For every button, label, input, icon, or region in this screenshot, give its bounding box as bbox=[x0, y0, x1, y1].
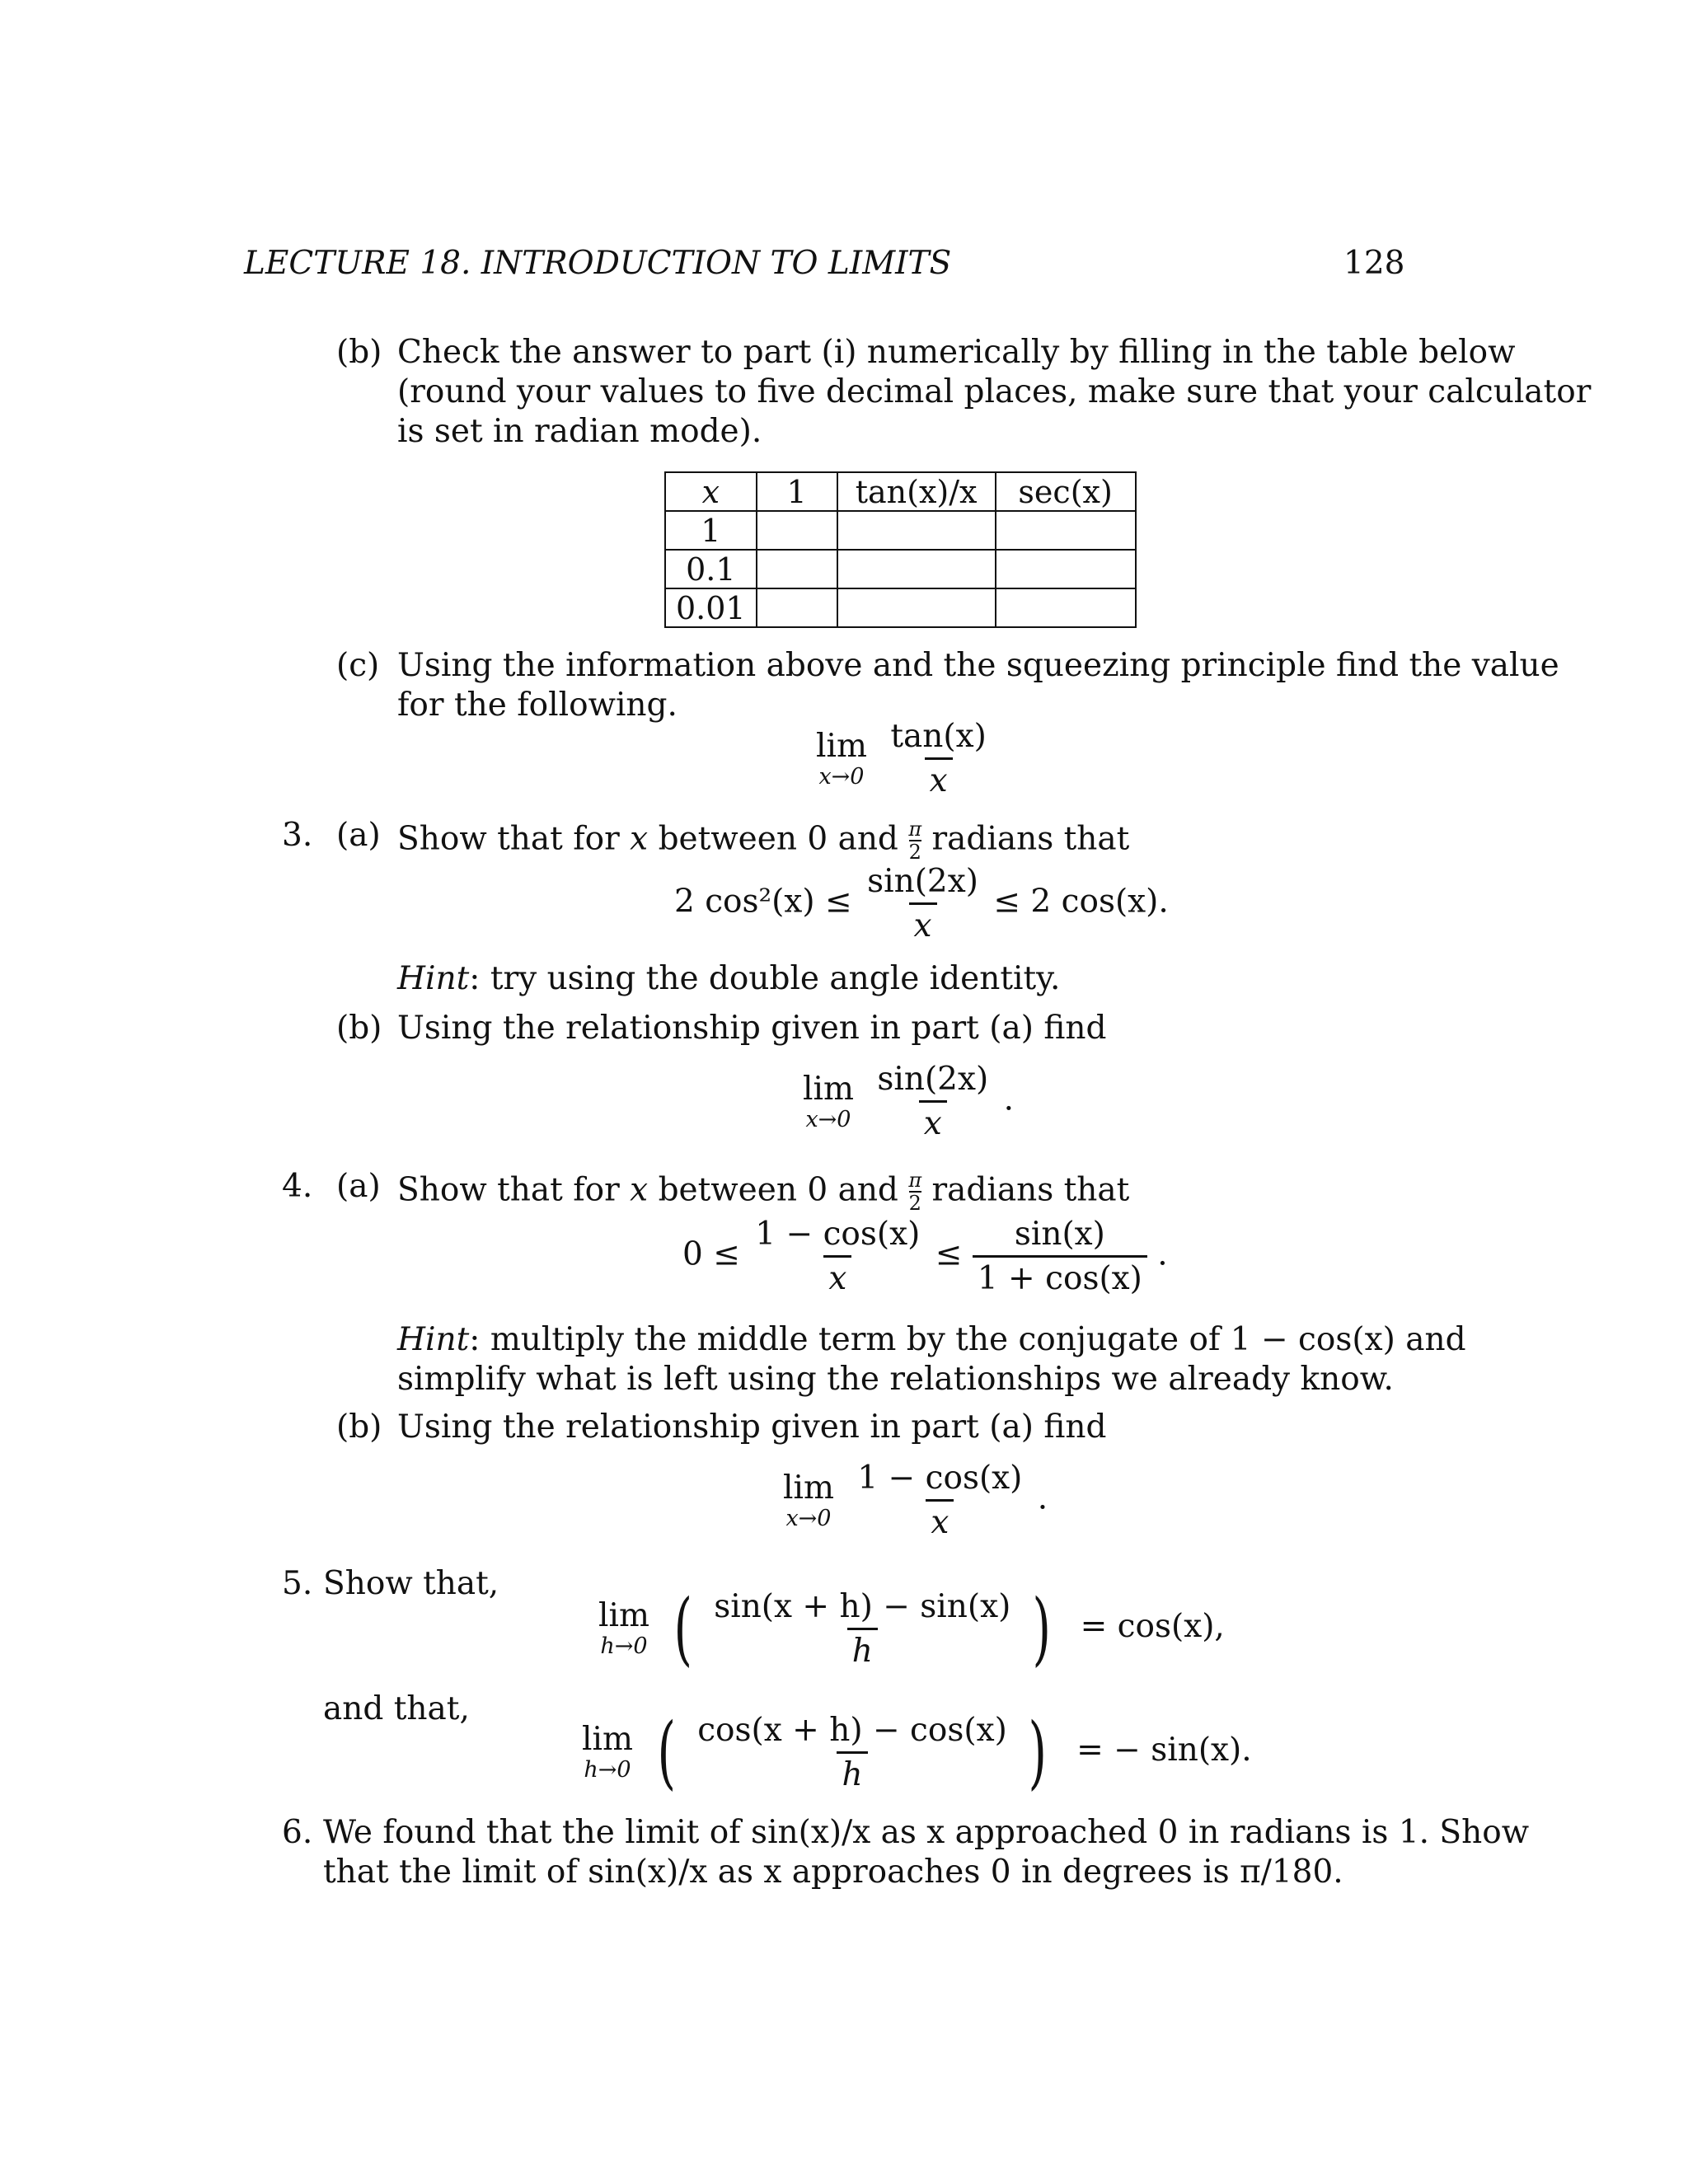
limit-tan-over-x bbox=[816, 720, 992, 797]
lim-operator: lim x→0 bbox=[816, 727, 867, 790]
item-3a-text: Show that for x between 0 and $\frac{\pi}{2}$ radians that bbox=[397, 818, 1130, 865]
item-6-line1: We found that the limit of sin(x)/x as x approached 0 in radians is 1. Show bbox=[323, 1814, 1530, 1851]
item-2b-line3: is set in radian mode). bbox=[397, 413, 762, 450]
values-table bbox=[664, 471, 1137, 628]
table-header-x: x bbox=[665, 472, 757, 511]
table-cell-blank[interactable] bbox=[757, 550, 837, 588]
item-label-a: (a) bbox=[336, 817, 381, 854]
hint-4a-line1: Hint: multiply the middle term by the conjugate of 1 − cos(x) and bbox=[397, 1321, 1466, 1358]
item-4a-text: Show that for x between 0 and $\frac{\pi}{2}$ radians that bbox=[397, 1169, 1130, 1216]
table-header-1: 1 bbox=[757, 472, 837, 511]
item-2c-line1: Using the information above and the squeezing principle find the value bbox=[397, 647, 1559, 684]
item-label-b: (b) bbox=[336, 1010, 382, 1047]
table-cell-blank[interactable] bbox=[837, 550, 996, 588]
pi-over-2: $\frac{\pi}{2}$ bbox=[908, 1169, 922, 1216]
hint-4a-line2: simplify what is left using the relationships we already know. bbox=[397, 1361, 1394, 1398]
table-cell-blank[interactable] bbox=[996, 550, 1136, 588]
problem-number-5: 5. bbox=[282, 1565, 313, 1602]
and-that-text: and that, bbox=[323, 1690, 470, 1727]
table-cell-blank[interactable] bbox=[837, 511, 996, 550]
table-cell-blank[interactable] bbox=[996, 511, 1136, 550]
table-cell-x: 0.01 bbox=[665, 588, 757, 627]
problem-number-4: 4. bbox=[282, 1168, 313, 1205]
table-cell-blank[interactable] bbox=[757, 588, 837, 627]
fraction: $\frac{\tan(x)}{x}$ bbox=[890, 718, 987, 799]
inequality-4a: 0 ≤ $\frac{1 - \cos(x)}{x}$ ≤ $\frac{\sin(x)}{1 + \cos(x)}$ . bbox=[682, 1216, 1168, 1297]
item-label-c: (c) bbox=[336, 647, 380, 684]
table-header-tanx-over-x: tan(x)/x bbox=[837, 472, 996, 511]
table-cell-x: 0.1 bbox=[665, 550, 757, 588]
table-header-row bbox=[665, 472, 1136, 511]
table-cell-x: 1 bbox=[665, 511, 757, 550]
item-label-b: (b) bbox=[336, 1408, 382, 1446]
derivative-cos: lim h→0 ( $\frac{\cos(x + h) - \cos(x)}{h}$ ) = − sin(x). bbox=[582, 1706, 1252, 1798]
left-paren: ( bbox=[673, 1582, 693, 1675]
page-number: 128 bbox=[1343, 245, 1405, 282]
item-5-text: Show that, bbox=[323, 1565, 499, 1602]
item-label-a: (a) bbox=[336, 1168, 381, 1205]
running-header: LECTURE 18. INTRODUCTION TO LIMITS bbox=[244, 245, 952, 282]
derivative-sin: lim h→0 ( $\frac{\sin(x + h) - \sin(x)}{h}$ ) = cos(x), bbox=[598, 1582, 1225, 1675]
item-2b-line1: Check the answer to part (i) numerically by filling in the table below bbox=[397, 334, 1516, 371]
item-2b-line2: (round your values to five decimal places, make sure that your calculator bbox=[397, 373, 1592, 410]
table-cell-blank[interactable] bbox=[757, 511, 837, 550]
item-label-b: (b) bbox=[336, 334, 382, 371]
right-paren: ) bbox=[1028, 1706, 1048, 1798]
table-row bbox=[665, 550, 1136, 588]
table-row bbox=[665, 511, 1136, 550]
item-4b-text: Using the relationship given in part (a) find bbox=[397, 1408, 1107, 1446]
table-header-secx: sec(x) bbox=[996, 472, 1136, 511]
item-6-line2: that the limit of sin(x)/x as x approaches 0 in degrees is π/180. bbox=[323, 1854, 1343, 1891]
problem-number-6: 6. bbox=[282, 1814, 313, 1851]
limit-1-cos-over-x: lim x→0 $\frac{1 - \cos(x)}{x}$ . bbox=[783, 1460, 1048, 1541]
item-3b-text: Using the relationship given in part (a) find bbox=[397, 1010, 1107, 1047]
left-paren: ( bbox=[657, 1706, 677, 1798]
problem-number-3: 3. bbox=[282, 817, 313, 854]
table-row bbox=[665, 588, 1136, 627]
limit-sin2x-over-x: lim x→0 $\frac{\sin(2x)}{x}$ . bbox=[803, 1061, 1014, 1142]
table-cell-blank[interactable] bbox=[837, 588, 996, 627]
inequality-3a: 2 cos²(x) ≤ $\frac{\sin(2x)}{x}$ ≤ 2 cos(x). bbox=[674, 863, 1169, 944]
right-paren: ) bbox=[1032, 1582, 1051, 1675]
table-cell-blank[interactable] bbox=[996, 588, 1136, 627]
hint-3a: Hint: try using the double angle identity. bbox=[397, 960, 1061, 997]
pi-over-2: $\frac{\pi}{2}$ bbox=[908, 818, 922, 865]
item-2c-line2: for the following. bbox=[397, 687, 678, 724]
